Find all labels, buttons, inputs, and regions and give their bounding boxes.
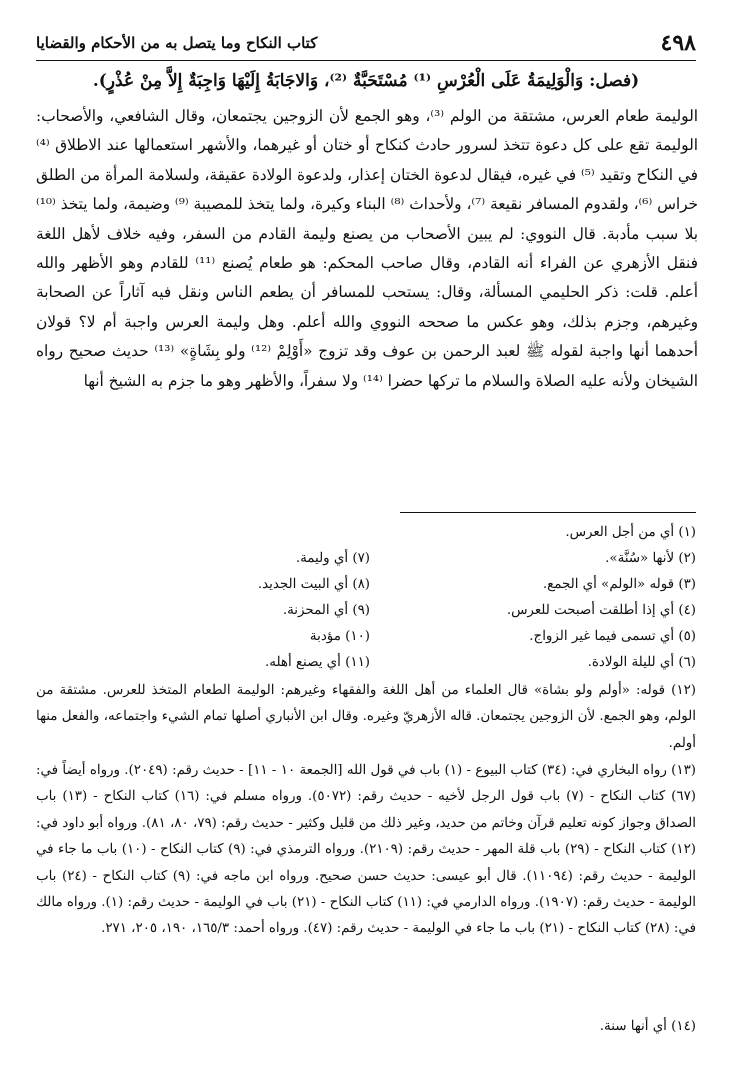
section-heading: (فصل: وَالْوَلِيمَةُ عَلَى الْعُرْسِ ⁽¹⁾ مُسْتَحَبَّةٌ ⁽²⁾، وَالاجَابَةُ إِلَيْهَا وَاجِبَةٌ إِلاَّ مِنْ عُذْرٍ). [92, 71, 640, 91]
footnote-3: (٣) قوله «الولم» أي الجمع. [542, 577, 696, 592]
footnote-row [36, 572, 696, 598]
footnote-14: (١٤) أي أنها سنة. [599, 1019, 696, 1034]
footnote-12: (١٢) قوله: «أولم ولو بشاة» قال العلماء من أهل اللغة والفقهاء وغيرهم: الوليمة الطعام المتخذ للعرس. مشتقة من الولم، وهو الجمع. لأن الزوجين يجتمعان. قاله الأزهريّ وغيره. وقال ابن الأنباري أصلها تمام الشيء واجتماعه، والفعل منها أولم. [36, 683, 696, 751]
footnote-separator [400, 512, 696, 513]
footnote-4: (٤) أي إذا أطلقت أصبحت للعرس. [506, 603, 696, 618]
footnote-row [36, 520, 696, 546]
footnote-row [36, 624, 696, 650]
body-paragraph: الوليمة طعام العرس، مشتقة من الولم ⁽³⁾، وهو الجمع لأن الزوجين يجتمعان، وقال الشافعي، والأصحاب: الوليمة تقع على كل دعوة تتخذ لسرور حادث كنكاح أو ختان أو غيرهما، والأشهر استعمالها عند الاطلاق ⁽⁴⁾ في النكاح وتقيد ⁽⁵⁾ في غيره، فيقال لدعوة الختان إعذار، ولدعوة الولادة عقيقة، ولسلامة المرأة من الطلق خراس ⁽⁶⁾، ولقدوم المسافر نقيعة ⁽⁷⁾، ولأحداث ⁽⁸⁾ البناء وكيرة، ولما يتخذ للمصيبة ⁽⁹⁾ وضيمة، ولما يتخذ ⁽¹⁰⁾ بلا سبب مأدبة. قال النووي: لم يبين الأصحاب من يصنع وليمة القادم من السفر، وفيه خلاف لأهل اللغة فنقل الأزهري عن الفراء أنه القادم، وقال صاحب المحكم: هو طعام يُصنع ⁽¹¹⁾ للقادم وهو الأظهر والله أعلم. قلت: ذكر الحليمي المسألة، وقال: يستحب للمسافر أن يطعم الناس ونقل فيه آثاراً عن الصحابة وغيرهم، وجزم بذلك، وهو عكس ما صححه النووي والله أعلم. وهل وليمة العرس واجبة أم لا؟ قولان أحدهما أنها واجبة لقوله ﷺ لعبد الرحمن بن عوف وقد تزوج «أَوْلِمْ ⁽¹²⁾ ولو بِشَاةٍ» ⁽¹³⁾ حديث صحيح رواه الشيخان ولأنه عليه الصلاة والسلام ما تركها حضرا ⁽¹⁴⁾ ولا سفراً، والأظهر وهو ما جزم به الشيخ أنها [36, 107, 699, 390]
footnote-8: (٨) أي البيت الجديد. [257, 577, 370, 592]
footnote-10: (١٠) مؤدبة [309, 629, 370, 644]
page-header [36, 28, 696, 61]
footnote-5: (٥) أي تسمى فيما غير الزواج. [529, 629, 696, 644]
footnote-row [36, 650, 696, 676]
running-title: كتاب النكاح وما يتصل به من الأحكام والقضايا [36, 34, 318, 52]
footnote-empty [44, 520, 370, 546]
footnote-13: (١٣) رواه البخاري في: (٣٤) كتاب البيوع - (١) باب في قول الله [الجمعة ١٠ - ١١] - حديث رقم: (٢٠٤٩). ورواه أيضاً في: (٦٧) كتاب النكاح - (٧) باب قول الرجل لأخيه - حديث رقم: (٥٠٧٢). ورواه مسلم في: (١٦) كتاب النكاح - (١٣) باب الصداق وجواز كونه تعليم قرآن وخاتم من حديد، وغير ذلك من قليل وكثير - حديث رقم: (٧٩، ٨٠، ٨١). ورواه أبو داود في: (١٢) كتاب النكاح - (٢٩) باب قلة المهر - حديث رقم: (٢١٠٩). ورواه الترمذي في: (٩) كتاب النكاح - (١٠) باب ما جاء في الوليمة - حديث رقم: (١١٠٩٤). قال أبو عيسى: حديث حسن صحيح. ورواه ابن ماجه في: (٩) كتاب النكاح - (٢٤) باب الوليمة - حديث رقم: (١٩٠٧). ورواه الدارمي في: (١١) كتاب النكاح - (٢١) باب في الوليمة - حديث رقم: (١). ورواه مالك في: (٢٨) كتاب النكاح - (٢١) باب ما جاء في الوليمة - حديث رقم: (٤٧). ورواه أحمد: ١٦٥/٣، ١٩٠، ٢٠٥، ٢٧١. [36, 763, 697, 937]
footnote-row [36, 546, 696, 572]
footnote-11: (١١) أي يصنع أهله. [265, 655, 370, 670]
page-number: ٤٩٨ [660, 30, 696, 56]
footnote-2: (٢) لأنها «سُنَّة». [605, 551, 696, 566]
footnote-row [36, 598, 696, 624]
footnote-1: (١) أي من أجل العرس. [565, 525, 696, 540]
footnote-9: (٩) أي المحزنة. [282, 603, 370, 618]
footnote-7: (٧) أي وليمة. [295, 551, 370, 566]
footnote-6: (٦) أي لليلة الولادة. [587, 655, 696, 670]
footnotes-short-grid [36, 520, 696, 676]
